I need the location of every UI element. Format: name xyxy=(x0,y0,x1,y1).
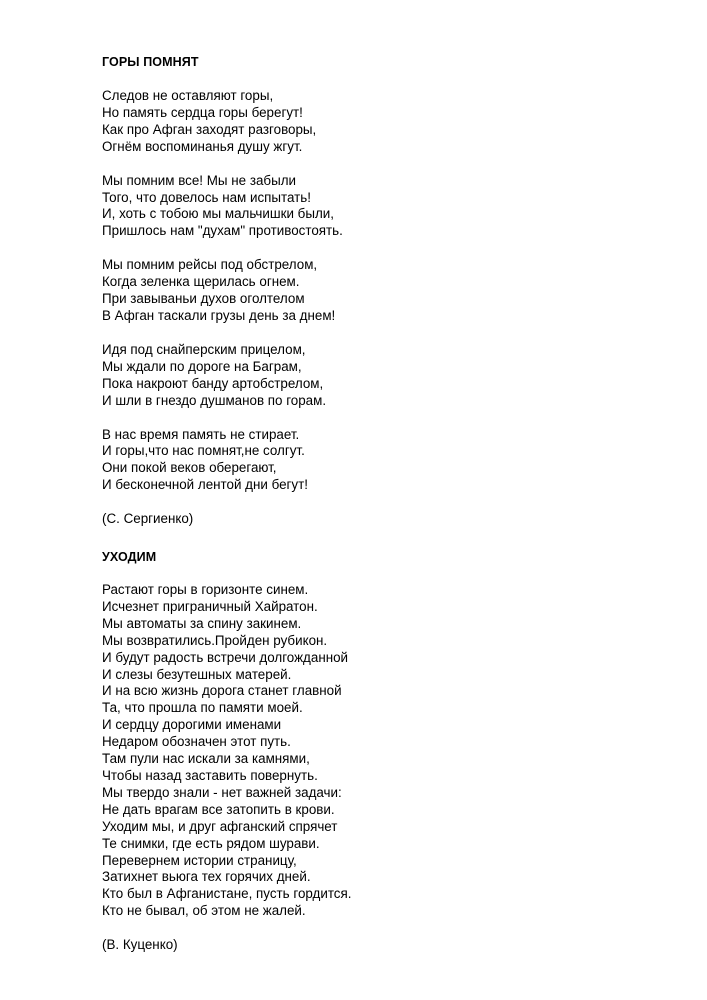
poem-line: Уходим мы, и друг афганский спрячет xyxy=(102,818,338,834)
poem-line: При завываньи духов оголтелом xyxy=(102,291,305,307)
poem-line: Того, что довелось нам испытать! xyxy=(102,189,311,205)
stanza xyxy=(102,427,662,495)
poem-line: Кто не бывал, об этом не жалей. xyxy=(102,903,306,919)
poem-line: Они покой веков оберегают, xyxy=(102,460,277,476)
poem-line: Но память сердца горы берегут! xyxy=(102,104,303,120)
poem-line: И сердцу дорогими именами xyxy=(102,717,282,733)
poem-line: Затихнет вьюга тех горячих дней. xyxy=(102,869,311,885)
poem-line: Пока накроют банду артобстрелом, xyxy=(102,375,324,391)
stanza xyxy=(102,88,662,156)
poem-line: И, хоть с тобою мы мальчишки были, xyxy=(102,206,334,222)
poem-line: Те снимки, где есть рядом шурави. xyxy=(102,835,320,851)
poem-line: Мы возвратились.Пройден рубикон. xyxy=(102,632,328,648)
poem-line: Пришлось нам "духам" противостоять. xyxy=(102,223,343,239)
poem-line: В нас время память не стирает. xyxy=(102,426,300,442)
poem-title: УХОДИМ xyxy=(102,550,157,565)
document-page xyxy=(102,54,662,975)
poem-line: Мы автоматы за спину закинем. xyxy=(102,615,302,631)
poem-line: В Афган таскали грузы день за днем! xyxy=(102,307,336,323)
poem-author: (С. Сергиенко) xyxy=(102,511,194,527)
stanza xyxy=(102,582,662,920)
poem-line: Недаром обозначен этот путь. xyxy=(102,734,291,750)
poem-line: И шли в гнездо душманов по горам. xyxy=(102,392,327,408)
poem-line: И горы,что нас помнят,не солгут. xyxy=(102,443,305,459)
poem-line: И бесконечной лентой дни бегут! xyxy=(102,477,308,493)
poem-line: И слезы безутешных матерей. xyxy=(102,666,292,682)
poem-ukhodim xyxy=(102,549,662,954)
stanza xyxy=(102,257,662,325)
stanza xyxy=(102,173,662,241)
poem-line: Мы помним все! Мы не забыли xyxy=(102,172,296,188)
poem-line: И на всю жизнь дорога станет главной xyxy=(102,683,342,699)
poem-line: Следов не оставляют горы, xyxy=(102,88,274,103)
poem-line: Перевернем истории страницу, xyxy=(102,852,297,868)
poem-stanzas xyxy=(102,88,662,494)
poem-line: Не дать врагам все затопить в крови. xyxy=(102,801,335,817)
poem-line: Мы твердо знали - нет важней задачи: xyxy=(102,784,342,800)
poem-line: Растают горы в горизонте синем. xyxy=(102,582,309,598)
poem-line: Когда зеленка щерилась огнем. xyxy=(102,274,300,290)
poem-line: Кто был в Афганистане, пусть гордится. xyxy=(102,886,352,902)
poem-line: Мы помним рейсы под обстрелом, xyxy=(102,257,318,273)
poem-author: (В. Куценко) xyxy=(102,937,178,953)
poem-line: Как про Афган заходят разговоры, xyxy=(102,121,317,137)
poem-line: Огнём воспоминанья душу жгут. xyxy=(102,138,303,154)
poem-stanzas xyxy=(102,582,662,920)
poem-line: Чтобы назад заставить повернуть. xyxy=(102,768,318,783)
poem-line: Там пули нас искали за камнями, xyxy=(102,751,310,767)
stanza xyxy=(102,342,662,410)
poem-line: Мы ждали по дороге на Баграм, xyxy=(102,358,302,374)
poem-line: Исчезнет приграничный Хайратон. xyxy=(102,598,318,614)
poem-title: ГОРЫ ПОМНЯТ xyxy=(102,55,199,69)
poem-line: И будут радость встречи долгожданной xyxy=(102,649,349,665)
poem-line: Та, что прошла по памяти моей. xyxy=(102,700,303,716)
poem-line: Идя под снайперским прицелом, xyxy=(102,341,306,357)
poem-gory-pomnyat xyxy=(102,54,662,528)
